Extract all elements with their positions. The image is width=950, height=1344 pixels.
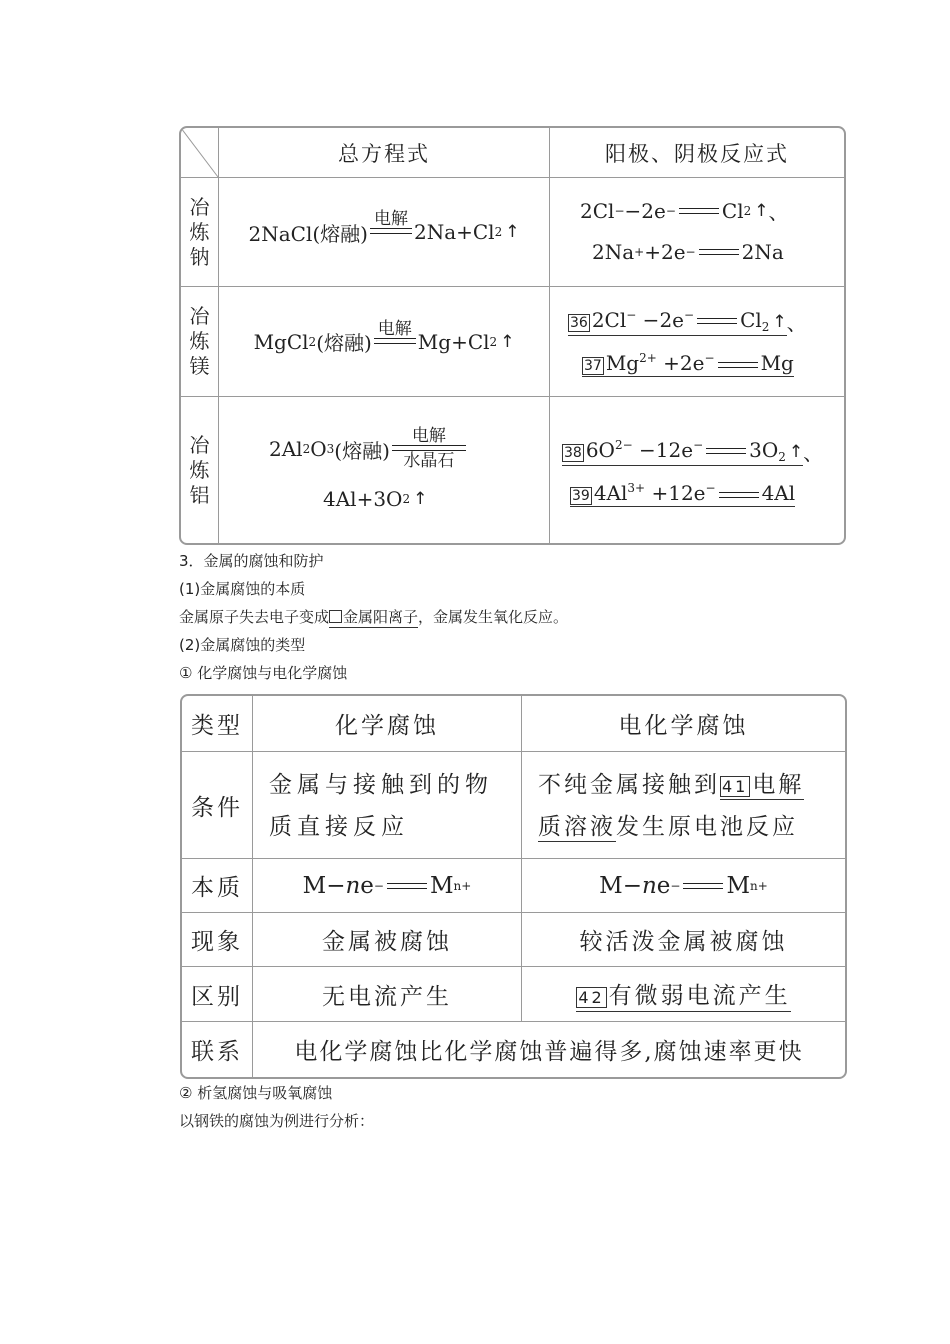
section-3-1-heading: (1)金属腐蚀的本质 bbox=[179, 580, 306, 598]
equation-aluminium: 2Al 2 O 3 (熔融) 电解 水晶石 4Al+3O 2 ↑ bbox=[219, 397, 549, 543]
label-phenomenon: 现象 bbox=[191, 929, 243, 955]
label-condition: 条件 bbox=[191, 794, 243, 821]
gas-arrow-icon: ↑ bbox=[505, 222, 520, 242]
section-3-2-heading: (2)金属腐蚀的类型 bbox=[179, 636, 306, 654]
equation-magnesium: MgCl 2 (熔融) 电解 Mg+Cl 2 ↑ bbox=[253, 318, 515, 355]
row-label-sodium: 冶 炼 钠 bbox=[189, 194, 210, 269]
header-diagonal bbox=[181, 128, 219, 178]
phenomenon-chemical: 金属被腐蚀 bbox=[322, 929, 452, 955]
corrosion-table bbox=[180, 694, 847, 1079]
essence-electrochemical: M− n e − M n+ bbox=[599, 872, 768, 899]
relation-text: 电化学腐蚀比化学腐蚀普遍得多,腐蚀速率更快 bbox=[294, 1039, 804, 1065]
row-label-magnesium: 冶 炼 镁 bbox=[189, 304, 210, 378]
phenomenon-electrochemical: 较活泼金属被腐蚀 bbox=[579, 929, 788, 955]
section-3-heading: 3．金属的腐蚀和防护 bbox=[179, 552, 324, 570]
row-label-aluminium: 冶 炼 铝 bbox=[189, 432, 210, 507]
section-3-2-2-body: 以钢铁的腐蚀为例进行分析： bbox=[179, 1112, 375, 1130]
label-essence: 本质 bbox=[191, 875, 243, 901]
header-chemical: 化学腐蚀 bbox=[335, 713, 439, 739]
difference-electrochemical: 42 有微弱电流产生 bbox=[522, 967, 845, 1021]
electrode-magnesium: 36 2Cl− −2e− $Cl_2$ ↑ 、 37 $Mg^{2+} +2e^-$ Mg bbox=[570, 307, 807, 375]
header-type: 类型 bbox=[191, 713, 243, 739]
smelting-table bbox=[179, 126, 846, 545]
electrode-sodium: 2Cl − −2e − Cl 2 ↑ 、 2Na + +2e − 2Na bbox=[580, 198, 789, 264]
equation-sodium: 2NaCl(熔融) 电解 2Na+Cl 2 ↑ bbox=[248, 209, 520, 246]
label-relation: 联系 bbox=[191, 1039, 243, 1065]
electrode-aluminium: 38 $6O^{2-} -12e^-$ $3O_2$ ↑ 、 39 $4Al^{3+} +12e^-$ 4Al bbox=[564, 437, 824, 505]
condition-electrochemical: 不纯金属接触到 41 电解 质溶液发生原电池反应 bbox=[538, 772, 805, 840]
header-total-equation: 总方程式 bbox=[338, 141, 430, 166]
condition-chemical: 金属与接触到的物 质直接反应 bbox=[269, 772, 493, 840]
difference-chemical: 无电流产生 bbox=[322, 983, 452, 1010]
label-difference: 区别 bbox=[191, 983, 243, 1010]
essence-chemical: M− n e − M n+ bbox=[302, 872, 472, 899]
header-electrode-reactions: 阳极、阴极反应式 bbox=[605, 141, 789, 166]
section-3-2-2-heading: ② 析氢腐蚀与吸氧腐蚀 bbox=[179, 1084, 333, 1102]
section-3-2-1-heading: ① 化学腐蚀与电化学腐蚀 bbox=[179, 664, 348, 682]
section-3-1-body: 金属原子失去电子变成 金属阳离子，金属发生氧化反应。 bbox=[179, 608, 569, 626]
header-electrochemical: 电化学腐蚀 bbox=[618, 713, 749, 739]
